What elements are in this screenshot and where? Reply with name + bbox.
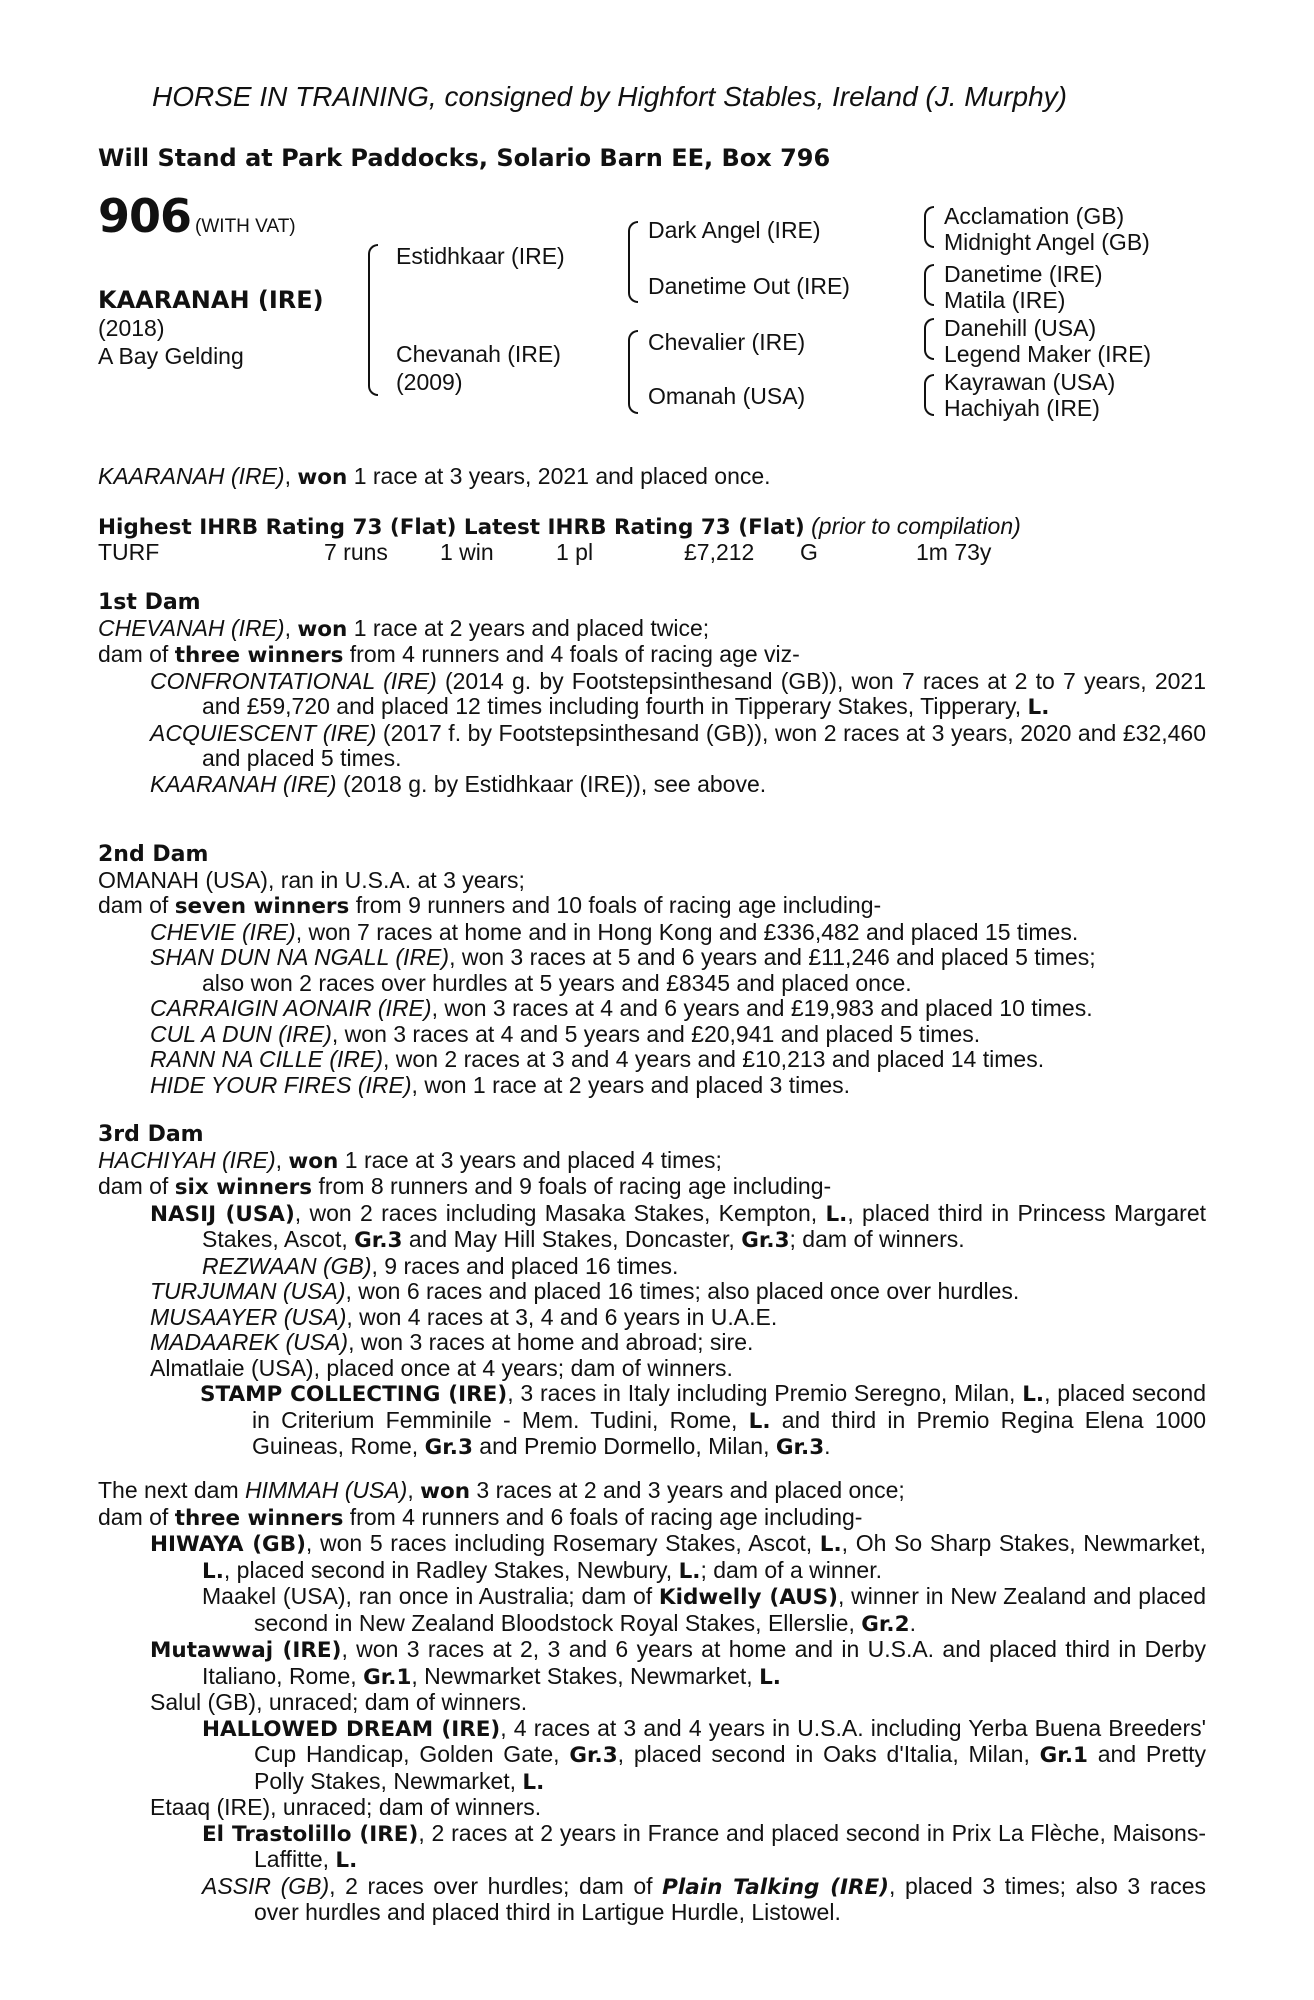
pedigree-brace-gen1 — [368, 244, 378, 396]
consignor-header: HORSE IN TRAINING, consigned by Highfort Stables, Ireland (J. Murphy) — [152, 81, 1067, 112]
pedigree-brace-2 — [924, 264, 934, 306]
next-dam-section: The next dam HIMMAH (USA), won 3 races at 2 and 3 years and placed once; dam of three winners from 4 runners and 6 foals of racing age including- HIWAYA (GB), won 5 races including Rosemary Stakes, Ascot, L., Oh So Sharp Stakes, Newmarket, L., placed second in Radley Stakes, Newbury, L.; dam of a winner. Maakel (USA), ran once in Australia; dam of Kidwelly (AUS), winner in New Zealand and placed second in New Zealand Bloodstock Royal Stakes, Ellerslie, Gr.2. Mutawwaj (IRE), won 3 races at 2, 3 and 6 years at home and in U.S.A. and placed third in Derby Italiano, Rome, Gr.1, Newmarket Stakes, Newmarket, L. Salul (GB), unraced; dam of winners. HALLOWED DREAM (IRE), 4 races at 3 and 4 years in U.S.A. including Yerba Buena Breeders' Cup Handicap, Golden Gate, Gr.3, placed second in Oaks d'Italia, Milan, Gr.1 and Pretty Polly Stakes, Newmarket, L. Etaaq (IRE), unraced; dam of winners. El Trastolillo (IRE), 2 races at 2 years in France and placed second in Prix La Flèche, Maisons-Laffitte, L. ASSIR (GB), 2 races over hurdles; dam of Plain Talking (IRE), placed 3 times; also 3 races over hurdles and placed third in Lartigue Hurdle, Listowel. — [98, 1477, 1207, 1925]
pedigree-ddd: Hachiyah (IRE) — [944, 395, 1100, 421]
vat-label: (WITH VAT) — [195, 216, 296, 237]
lot-number: 906 — [98, 189, 192, 243]
pedigree-brace-sire — [628, 221, 638, 303]
pedigree-sss: Acclamation (GB) — [944, 203, 1125, 229]
pedigree-dss: Danehill (USA) — [944, 315, 1097, 341]
horse-year: (2018) — [98, 315, 165, 341]
rating-runs: 7 runs — [324, 539, 388, 565]
pedigree-sdd: Matila (IRE) — [944, 287, 1066, 313]
rating-surface: TURF — [98, 539, 160, 565]
pedigree-sire-sire: Dark Angel (IRE) — [648, 217, 821, 243]
pedigree-brace-dam — [628, 330, 638, 414]
rating-placed: 1 pl — [556, 539, 594, 565]
pedigree-dam-year: (2009) — [396, 369, 463, 395]
pedigree-dam-dam: Omanah (USA) — [648, 383, 806, 409]
rating-wins: 1 win — [440, 539, 494, 565]
horse-name: KAARANAH (IRE) — [98, 286, 324, 314]
pedigree-dsd: Legend Maker (IRE) — [944, 341, 1152, 367]
lot-number-block — [98, 189, 296, 243]
first-dam-heading: 1st Dam — [98, 590, 201, 615]
second-dam-heading: 2nd Dam — [98, 842, 209, 867]
horse-description: A Bay Gelding — [98, 343, 244, 369]
pedigree-brace-1 — [924, 206, 934, 248]
rating-line: Highest IHRB Rating 73 (Flat) Latest IHRB Rating 73 (Flat) (prior to compilation) — [98, 513, 1021, 540]
third-dam-section: 3rd Dam HACHIYAH (IRE), won 1 race at 3 years and placed 4 times; dam of six winners from 8 runners and 9 foals of racing age including- NASIJ (USA), won 2 races including Masaka Stakes, Kempton, L., placed third in Princess Margaret Stakes, Ascot, Gr.3 and May Hill Stakes, Doncaster, Gr.3; dam of winners. REZWAAN (GB), 9 races and placed 16 times. TURJUMAN (USA), won 6 races and placed 16 times; also placed once over hurdles. MUSAAYER (USA), won 4 races at 3, 4 and 6 years in U.A.E. MADAAREK (USA), won 3 races at home and abroad; sire. Almatlaie (USA), placed once at 4 years; dam of winners. STAMP COLLECTING (IRE), 3 races in Italy including Premio Seregno, Milan, L., placed second in Criterium Femminile - Mem. Tudini, Rome, L. and third in Premio Regina Elena 1000 Guineas, Rome, Gr.3 and Premio Dormello, Milan, Gr.3. — [98, 1122, 1207, 1460]
third-dam-heading: 3rd Dam — [98, 1122, 204, 1147]
pedigree-dds: Kayrawan (USA) — [944, 369, 1116, 395]
first-dam-section: 1st Dam CHEVANAH (IRE), won 1 race at 2 years and placed twice; dam of three winners from 4 runners and 4 foals of racing age viz- CONFRONTATIONAL (IRE) (2014 g. by Footstepsinthesand (GB)), won 7 races at 2 to 7 years, 2021 and £59,720 and placed 12 times including fourth in Tipperary Stakes, Tipperary, L. ACQUIESCENT (IRE) (2017 f. by Footstepsinthesand (GB)), won 2 races at 3 years, 2020 and £32,460 and placed 5 times. KAARANAH (IRE) (2018 g. by Estidhkaar (IRE)), see above. — [98, 590, 1206, 797]
pedigree-sire-dam: Danetime Out (IRE) — [648, 273, 850, 299]
pedigree-ssd: Midnight Angel (GB) — [944, 229, 1150, 255]
rating-earnings: £7,212 — [684, 539, 755, 565]
pedigree-dam-sire: Chevalier (IRE) — [648, 329, 806, 355]
pedigree-dam: Chevanah (IRE) — [396, 341, 561, 367]
pedigree-sds: Danetime (IRE) — [944, 261, 1103, 287]
second-dam-section: 2nd Dam OMANAH (USA), ran in U.S.A. at 3 years; dam of seven winners from 9 runners and 10 foals of racing age including- CHEVIE (IRE), won 7 races at home and in Hong Kong and £336,482 and placed 15 times. SHAN DUN NA NGALL (IRE), won 3 races at 5 and 6 years and £11,246 and placed 5 times; also won 2 races over hurdles at 5 years and £8345 and placed once. CARRAIGIN AONAIR (IRE), won 3 races at 4 and 6 years and £19,983 and placed 10 times. CUL A DUN (IRE), won 3 races at 4 and 5 years and £20,941 and placed 5 times. RANN NA CILLE (IRE), won 2 races at 3 and 4 years and £10,213 and placed 14 times. HIDE YOUR FIRES (IRE), won 1 race at 2 years and placed 3 times. — [98, 842, 1206, 1098]
pedigree-brace-4 — [924, 374, 934, 416]
rating-distance: 1m 73y — [916, 539, 992, 565]
race-summary: KAARANAH (IRE), won 1 race at 3 years, 2021 and placed once. — [98, 463, 771, 490]
stand-location: Will Stand at Park Paddocks, Solario Barn EE, Box 796 — [98, 144, 831, 172]
horse-identity — [98, 286, 324, 370]
pedigree-sire: Estidhkaar (IRE) — [396, 243, 565, 269]
rating-going: G — [800, 539, 818, 565]
pedigree-brace-3 — [924, 318, 934, 360]
